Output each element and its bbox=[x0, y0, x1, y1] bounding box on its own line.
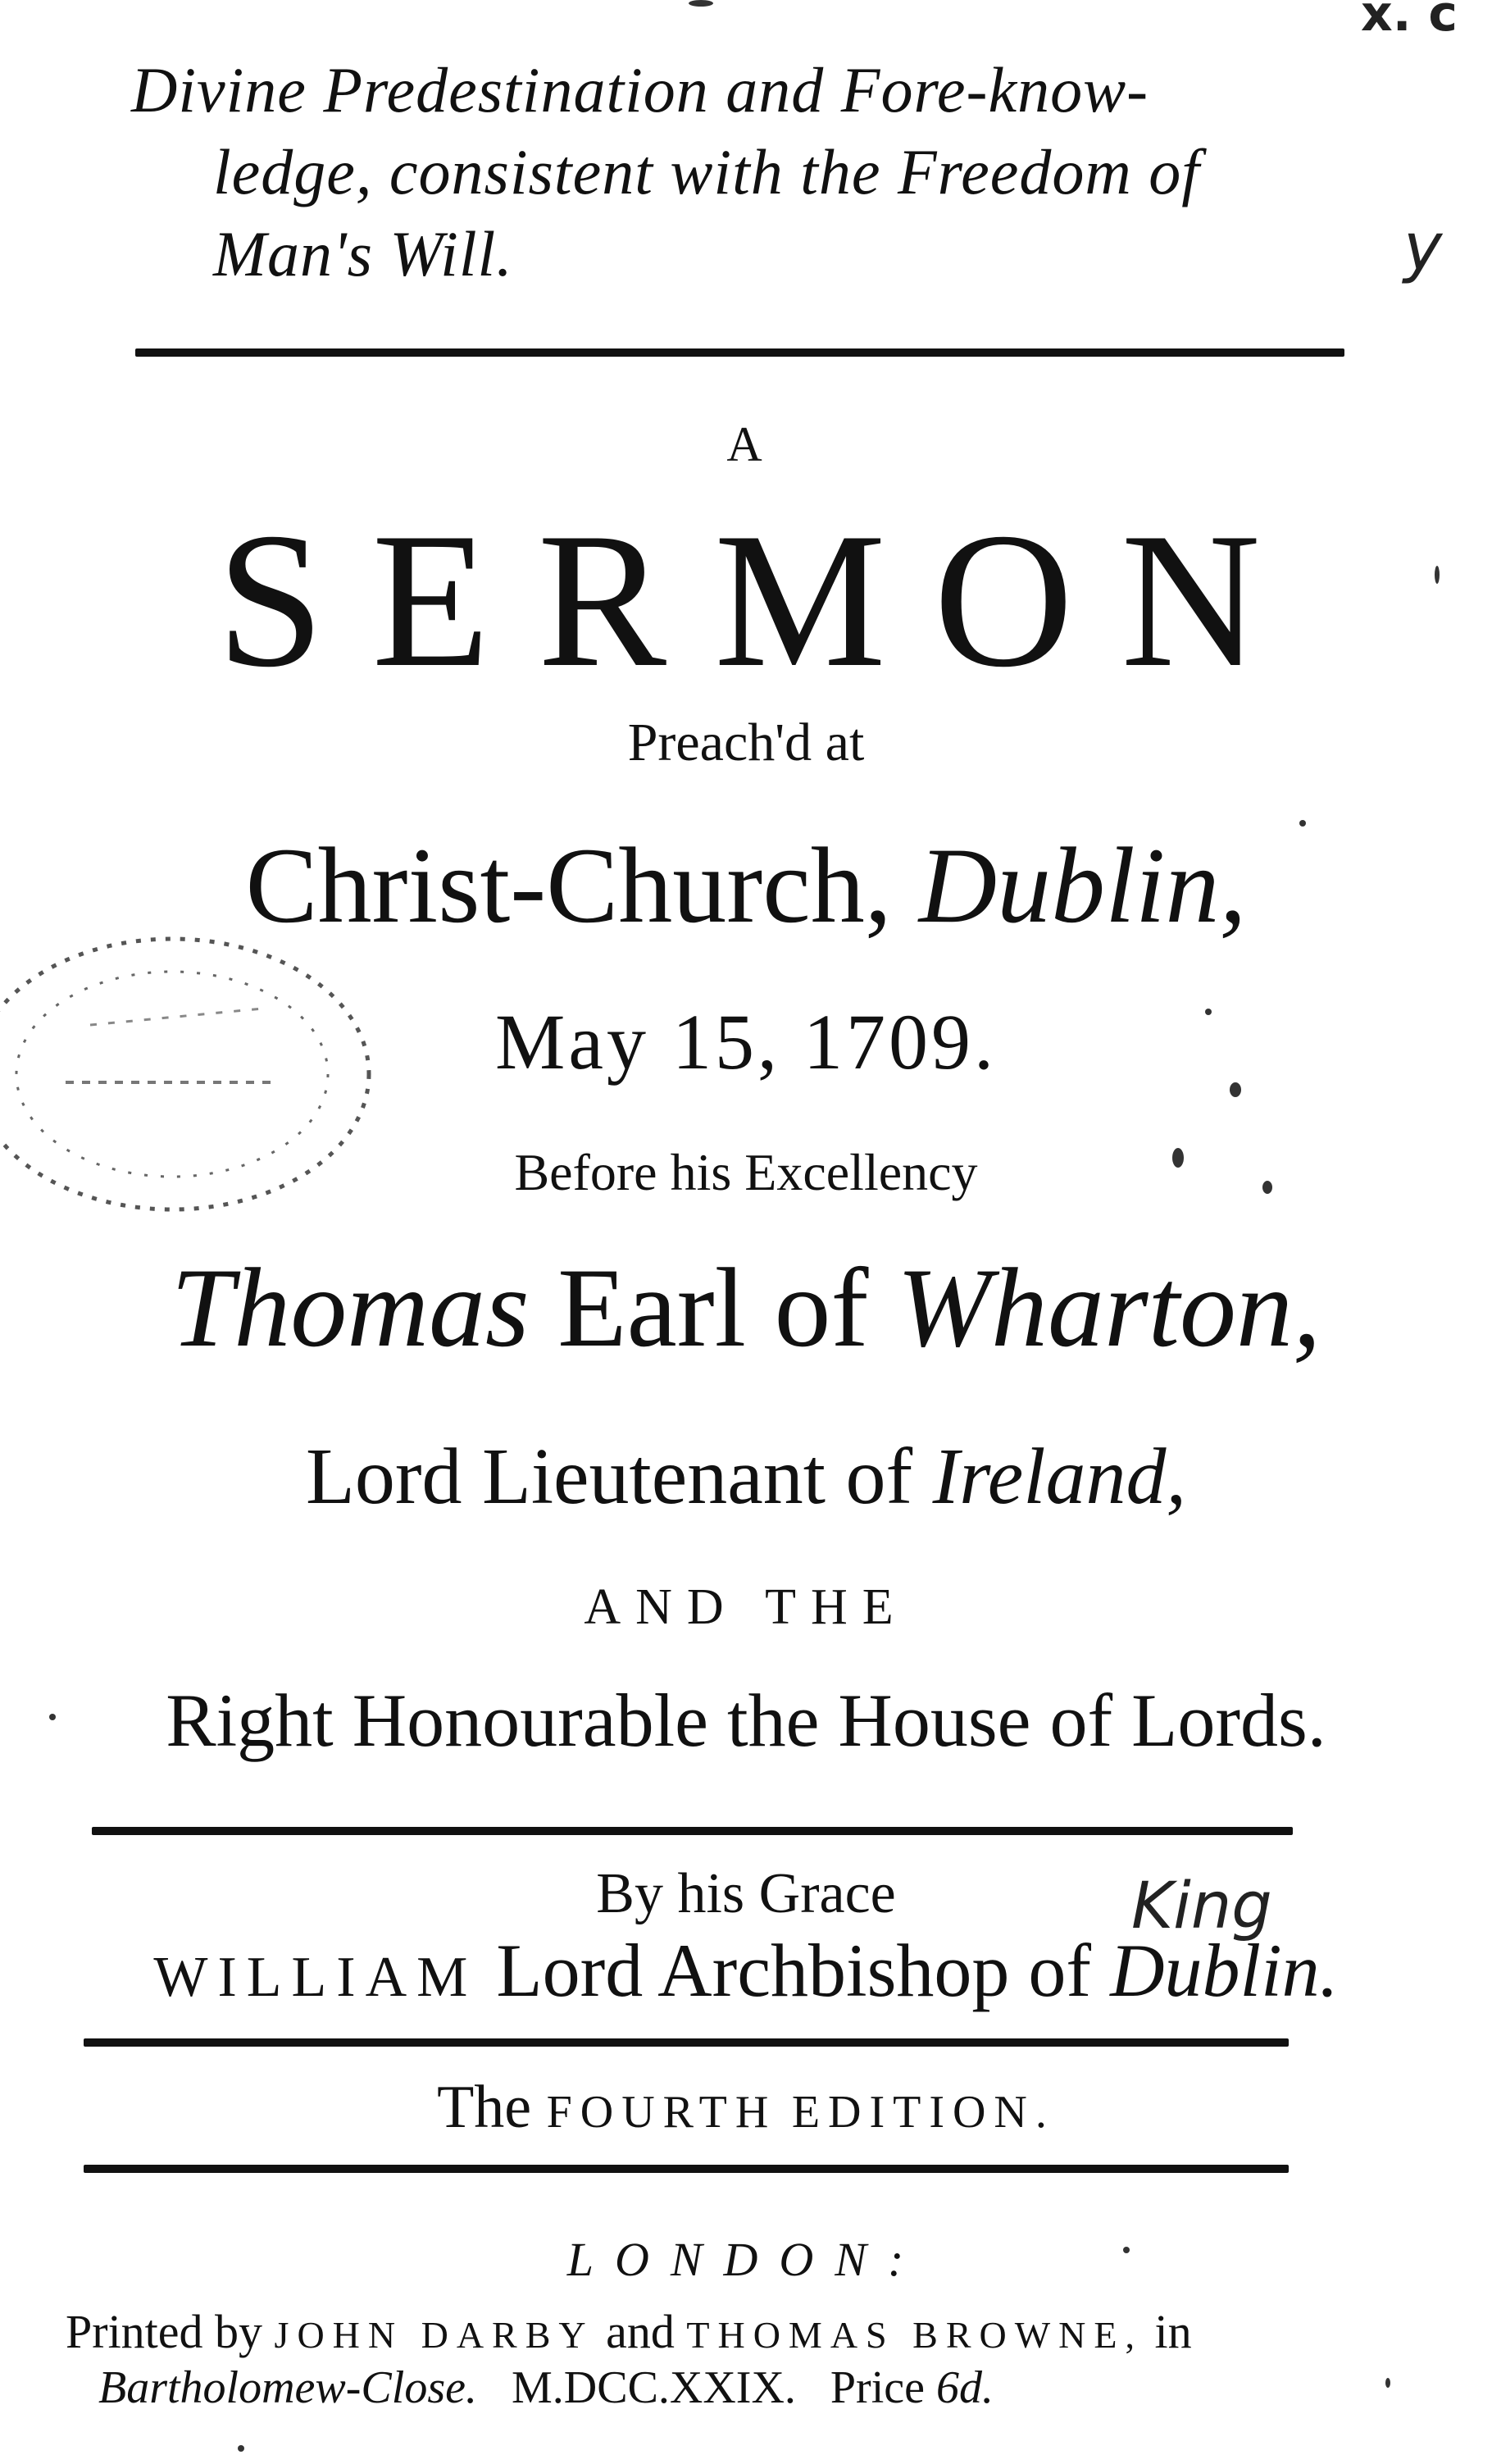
printer-one: JOHN DARBY bbox=[274, 2314, 594, 2356]
title-article: A bbox=[726, 417, 766, 471]
author-line bbox=[0, 1927, 1492, 2014]
title-main: SERMON bbox=[216, 494, 1308, 708]
speck bbox=[49, 1714, 56, 1720]
right-marginalia: y bbox=[1403, 209, 1443, 285]
top-right-marginalia: x. c bbox=[1361, 0, 1458, 43]
and-the: AND THE bbox=[584, 1579, 908, 1635]
dedicatee-office bbox=[0, 1431, 1492, 1523]
office-country: Ireland, bbox=[932, 1432, 1187, 1521]
dedicatee-surname: Wharton, bbox=[896, 1245, 1321, 1370]
edition-the: The bbox=[437, 2074, 532, 2141]
author-name: WILLIAM bbox=[153, 1946, 478, 2009]
rule-middle bbox=[92, 1827, 1293, 1835]
rule-top bbox=[135, 348, 1344, 357]
imprint-and: and bbox=[606, 2305, 675, 2358]
speck bbox=[689, 0, 713, 7]
library-stamp bbox=[0, 918, 393, 1230]
office-title: Lord Lieutenant of bbox=[305, 1432, 913, 1521]
imprint-printers bbox=[66, 2304, 1192, 2359]
preached-at: Preach'd at bbox=[627, 713, 865, 772]
sermon-date: May 15, 1709. bbox=[495, 998, 997, 1086]
author-see: Dublin. bbox=[1110, 1929, 1339, 2012]
speck bbox=[1123, 2247, 1130, 2253]
price-value: 6d. bbox=[935, 2362, 994, 2413]
dedicatee bbox=[0, 1246, 1492, 1369]
half-title-line-2: ledge, consistent with the Freedom of bbox=[213, 136, 1200, 207]
imprint-location bbox=[98, 2362, 994, 2414]
speck bbox=[1435, 566, 1440, 584]
before-line: Before his Excellency bbox=[514, 1143, 978, 1201]
handwritten-king: King bbox=[1131, 1870, 1272, 1943]
speck bbox=[1299, 820, 1306, 827]
speck bbox=[1172, 1148, 1184, 1168]
speck bbox=[1230, 1082, 1241, 1097]
speck bbox=[1385, 2378, 1390, 2388]
speck bbox=[1262, 1181, 1272, 1194]
printed-by: Printed by bbox=[66, 2305, 263, 2358]
place-city: Dublin, bbox=[918, 825, 1247, 945]
edition-line bbox=[0, 2073, 1492, 2143]
half-title bbox=[131, 49, 1410, 295]
edition-word: EDITION. bbox=[791, 2087, 1055, 2138]
imprint-city: LONDON: bbox=[566, 2233, 926, 2286]
house-of-lords: Right Honourable the House of Lords. bbox=[166, 1678, 1326, 1762]
price-label: Price bbox=[830, 2362, 925, 2413]
edition-number: FOURTH bbox=[546, 2087, 777, 2138]
imprint-street: Bartholomew-Close. bbox=[98, 2362, 477, 2413]
dedicatee-title: Earl of bbox=[557, 1245, 869, 1370]
half-title-line-3: Man's Will. bbox=[213, 218, 513, 289]
by-his-grace: By his Grace bbox=[596, 1862, 896, 1925]
author-title: Lord Archbishop of bbox=[496, 1929, 1092, 2012]
printer-two: THOMAS BROWNE, bbox=[686, 2314, 1143, 2356]
imprint-in: in bbox=[1154, 2305, 1192, 2358]
imprint-year: M.DCC.XXIX. bbox=[511, 2362, 796, 2413]
speck bbox=[238, 2445, 244, 2452]
rule-edition-top bbox=[84, 2038, 1289, 2047]
place-church: Christ-Church, bbox=[245, 825, 892, 945]
rule-edition-bottom bbox=[84, 2165, 1289, 2173]
speck bbox=[1205, 1009, 1212, 1015]
half-title-line-1: Divine Predestination and Fore-know- bbox=[131, 54, 1149, 125]
dedicatee-first-name: Thomas bbox=[171, 1245, 530, 1370]
